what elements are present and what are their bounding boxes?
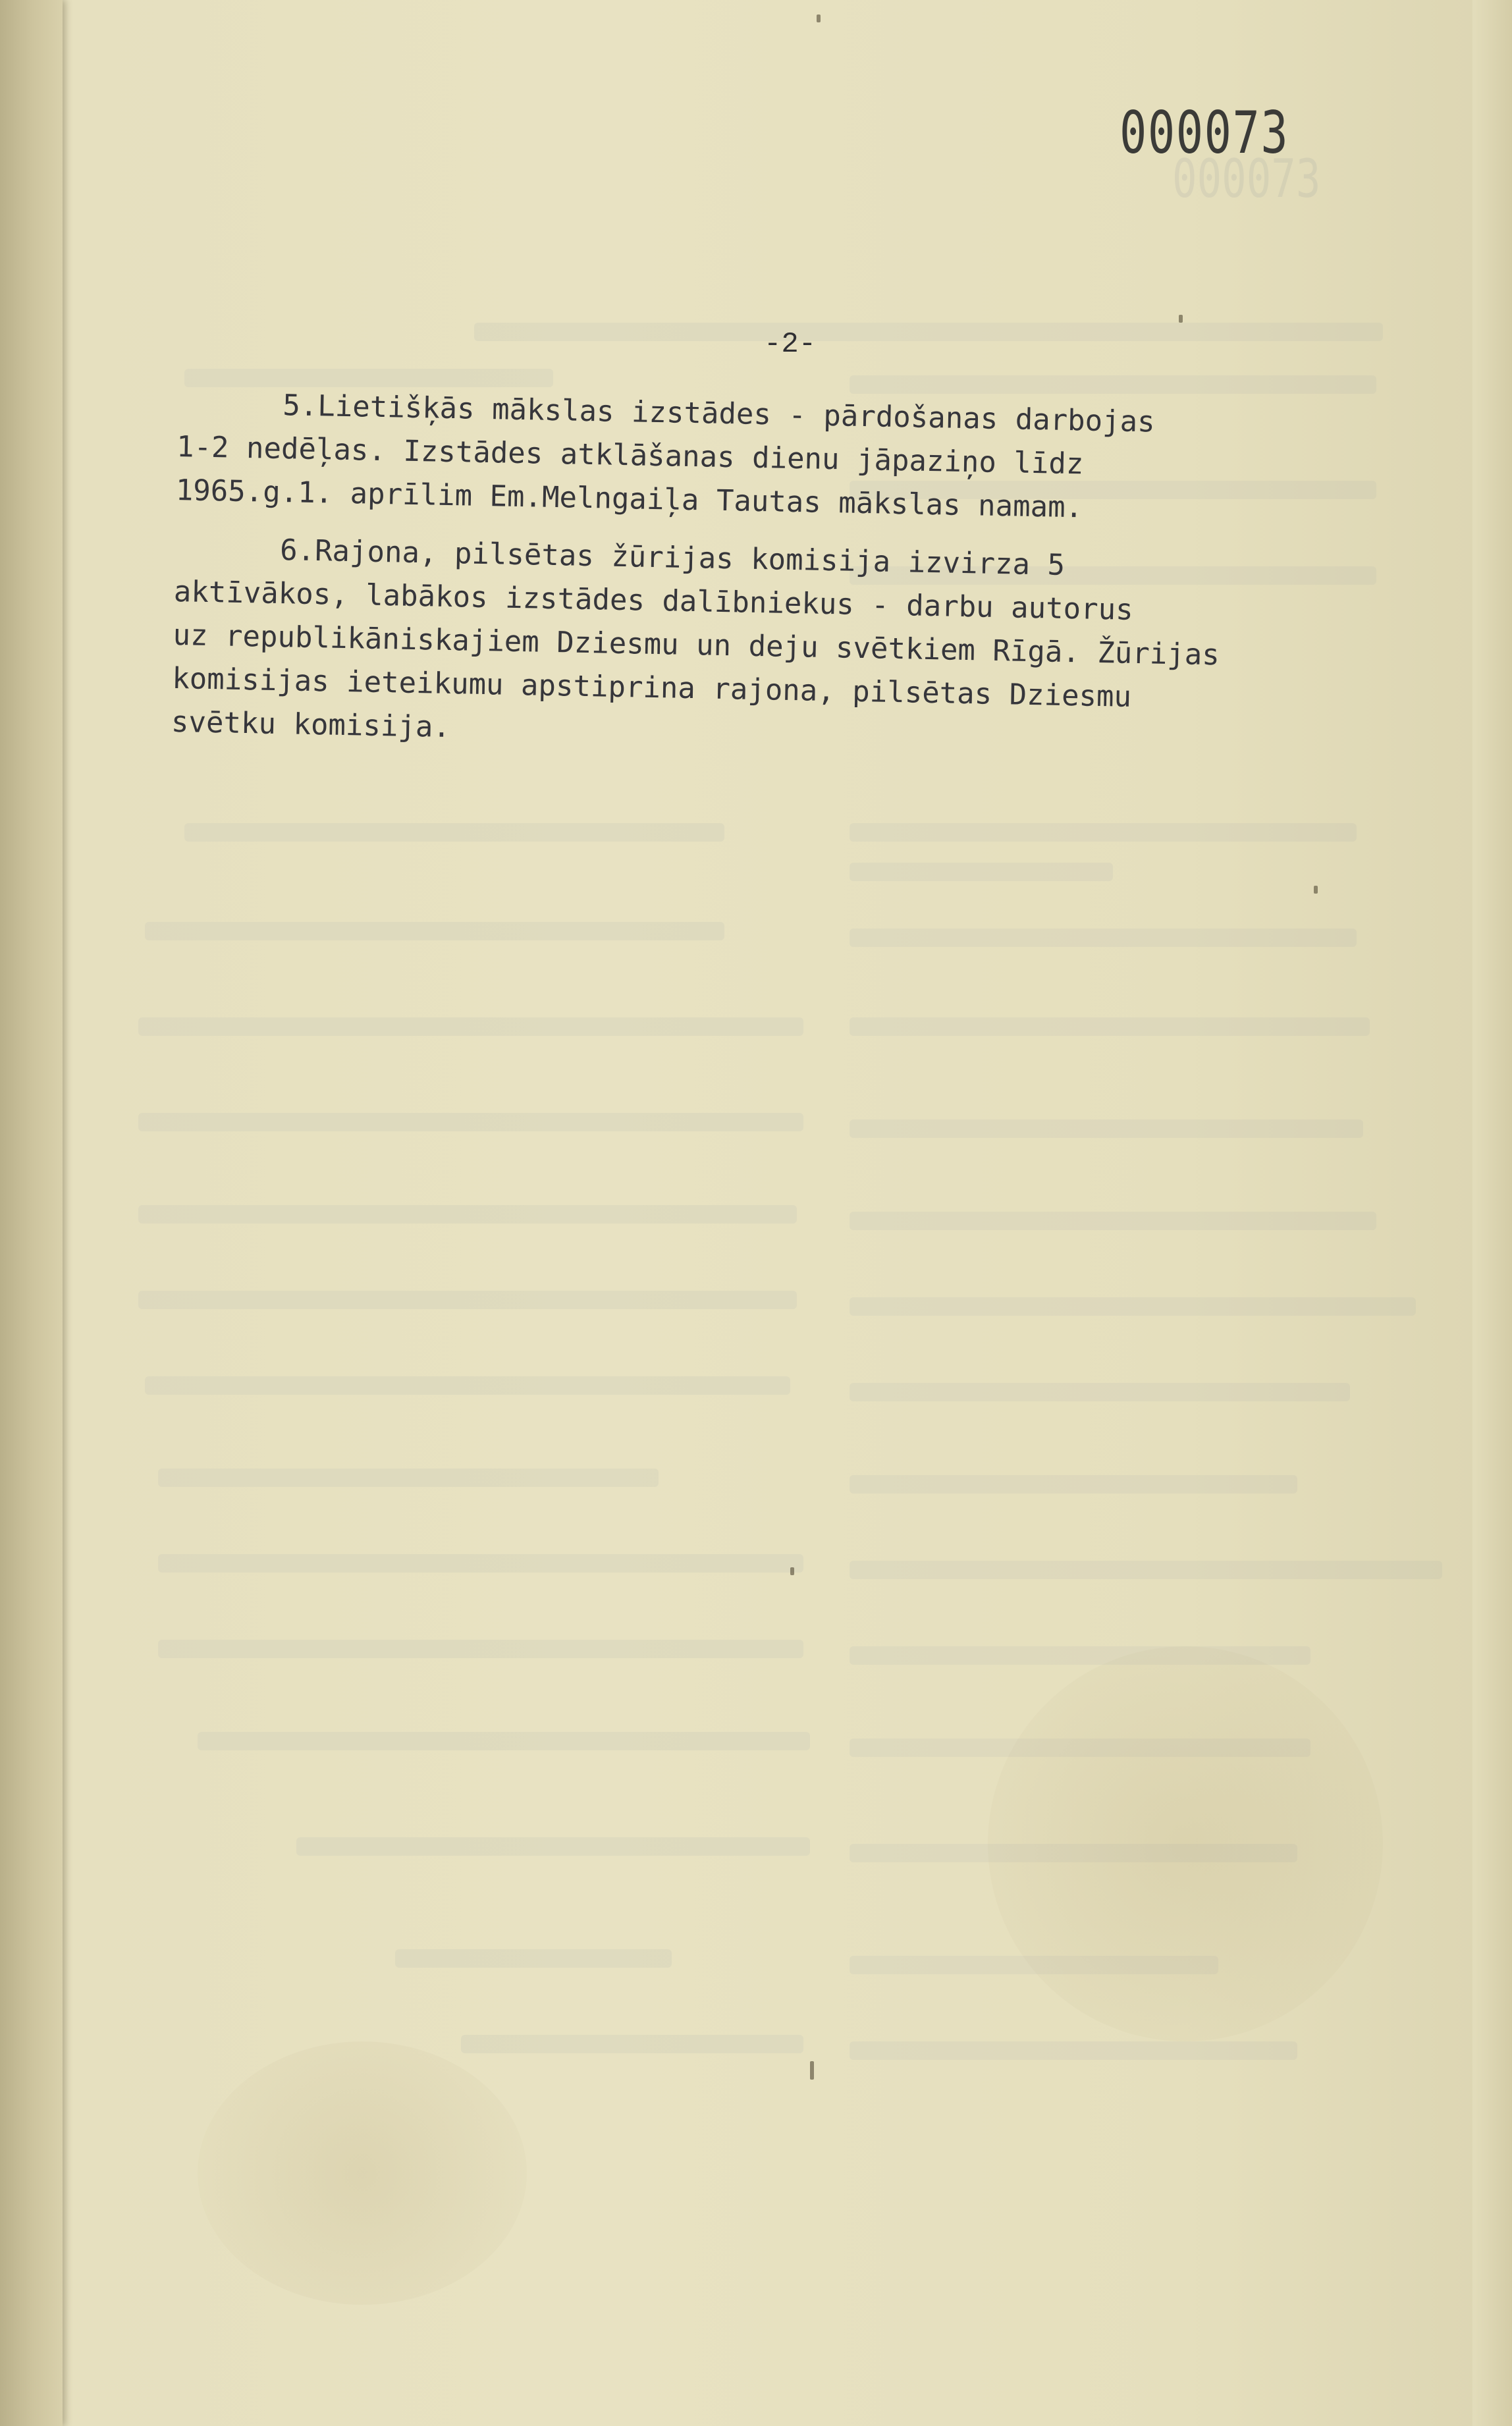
page-edge (1472, 0, 1512, 2426)
bleed-through-line (850, 1561, 1442, 1579)
bleed-through-line (850, 1119, 1363, 1138)
text-line: 6.Rajona, pilsētas žūrijas komisija izvirza 5 (279, 533, 1066, 582)
text-line: aktīvākos, labākos izstādes dalībniekus - darbu autorus (173, 574, 1134, 627)
ink-speck (1314, 886, 1318, 894)
bleed-through-line (158, 1640, 803, 1658)
bleed-through-line (158, 1554, 803, 1573)
bleed-through-line (850, 2041, 1297, 2060)
bleed-through-line (850, 1212, 1376, 1230)
text-line: uz republikāniskajiem Dziesmu un deju svētkiem Rīgā. Žūrijas (173, 618, 1220, 672)
bleed-through-line (474, 323, 1383, 341)
bleed-through-line (850, 823, 1357, 842)
bleed-through-line (138, 1113, 803, 1131)
bleed-through-line (198, 1732, 810, 1750)
ink-speck (810, 2061, 814, 2080)
paper-stain (198, 2041, 527, 2305)
bleed-through-number: 000073 (1172, 148, 1321, 209)
bleed-through-line (850, 1017, 1370, 1036)
ink-speck (790, 1567, 794, 1575)
bleed-through-line (138, 1017, 803, 1036)
paragraph-6 (171, 527, 1426, 768)
bleed-through-line (145, 1376, 790, 1395)
bleed-through-line (184, 823, 724, 842)
bleed-through-line (158, 1469, 659, 1487)
bleed-through-line (850, 929, 1357, 947)
text-line: 1-2 nedēļas. Izstādes atklāšanas dienu jāpaziņo līdz (176, 429, 1084, 481)
text-line: komisijas ieteikumu apstiprina rajona, pilsētas Dziesmu (171, 661, 1132, 714)
bleed-through-line (461, 2035, 803, 2053)
bleed-through-line (850, 1297, 1416, 1316)
bleed-through-line (296, 1837, 810, 1856)
text-line: 5.Lietišķās mākslas izstādes - pārdošanas darbojas (282, 389, 1156, 439)
bleed-through-line (850, 863, 1113, 881)
bleed-through-line (850, 1383, 1350, 1401)
binding-spine (0, 0, 63, 2426)
bleed-through-line (850, 375, 1376, 394)
page-number: -2- (764, 328, 817, 361)
text-line: 1965.g.1. aprīlim Em.Melngaiļa Tautas mākslas namam. (175, 473, 1083, 525)
bleed-through-line (138, 1205, 797, 1224)
paper-stain (988, 1646, 1383, 2041)
typed-text (171, 382, 1429, 782)
bleed-through-line (850, 1475, 1297, 1494)
archive-number: 000073 (1120, 99, 1289, 167)
bleed-through-line (395, 1949, 672, 1968)
bleed-through-line (138, 1291, 797, 1309)
ink-speck (1179, 315, 1183, 323)
bleed-through-line (145, 922, 724, 940)
text-line: svētku komisija. (171, 705, 451, 745)
paragraph-5 (175, 382, 1428, 536)
ink-speck (817, 14, 821, 22)
